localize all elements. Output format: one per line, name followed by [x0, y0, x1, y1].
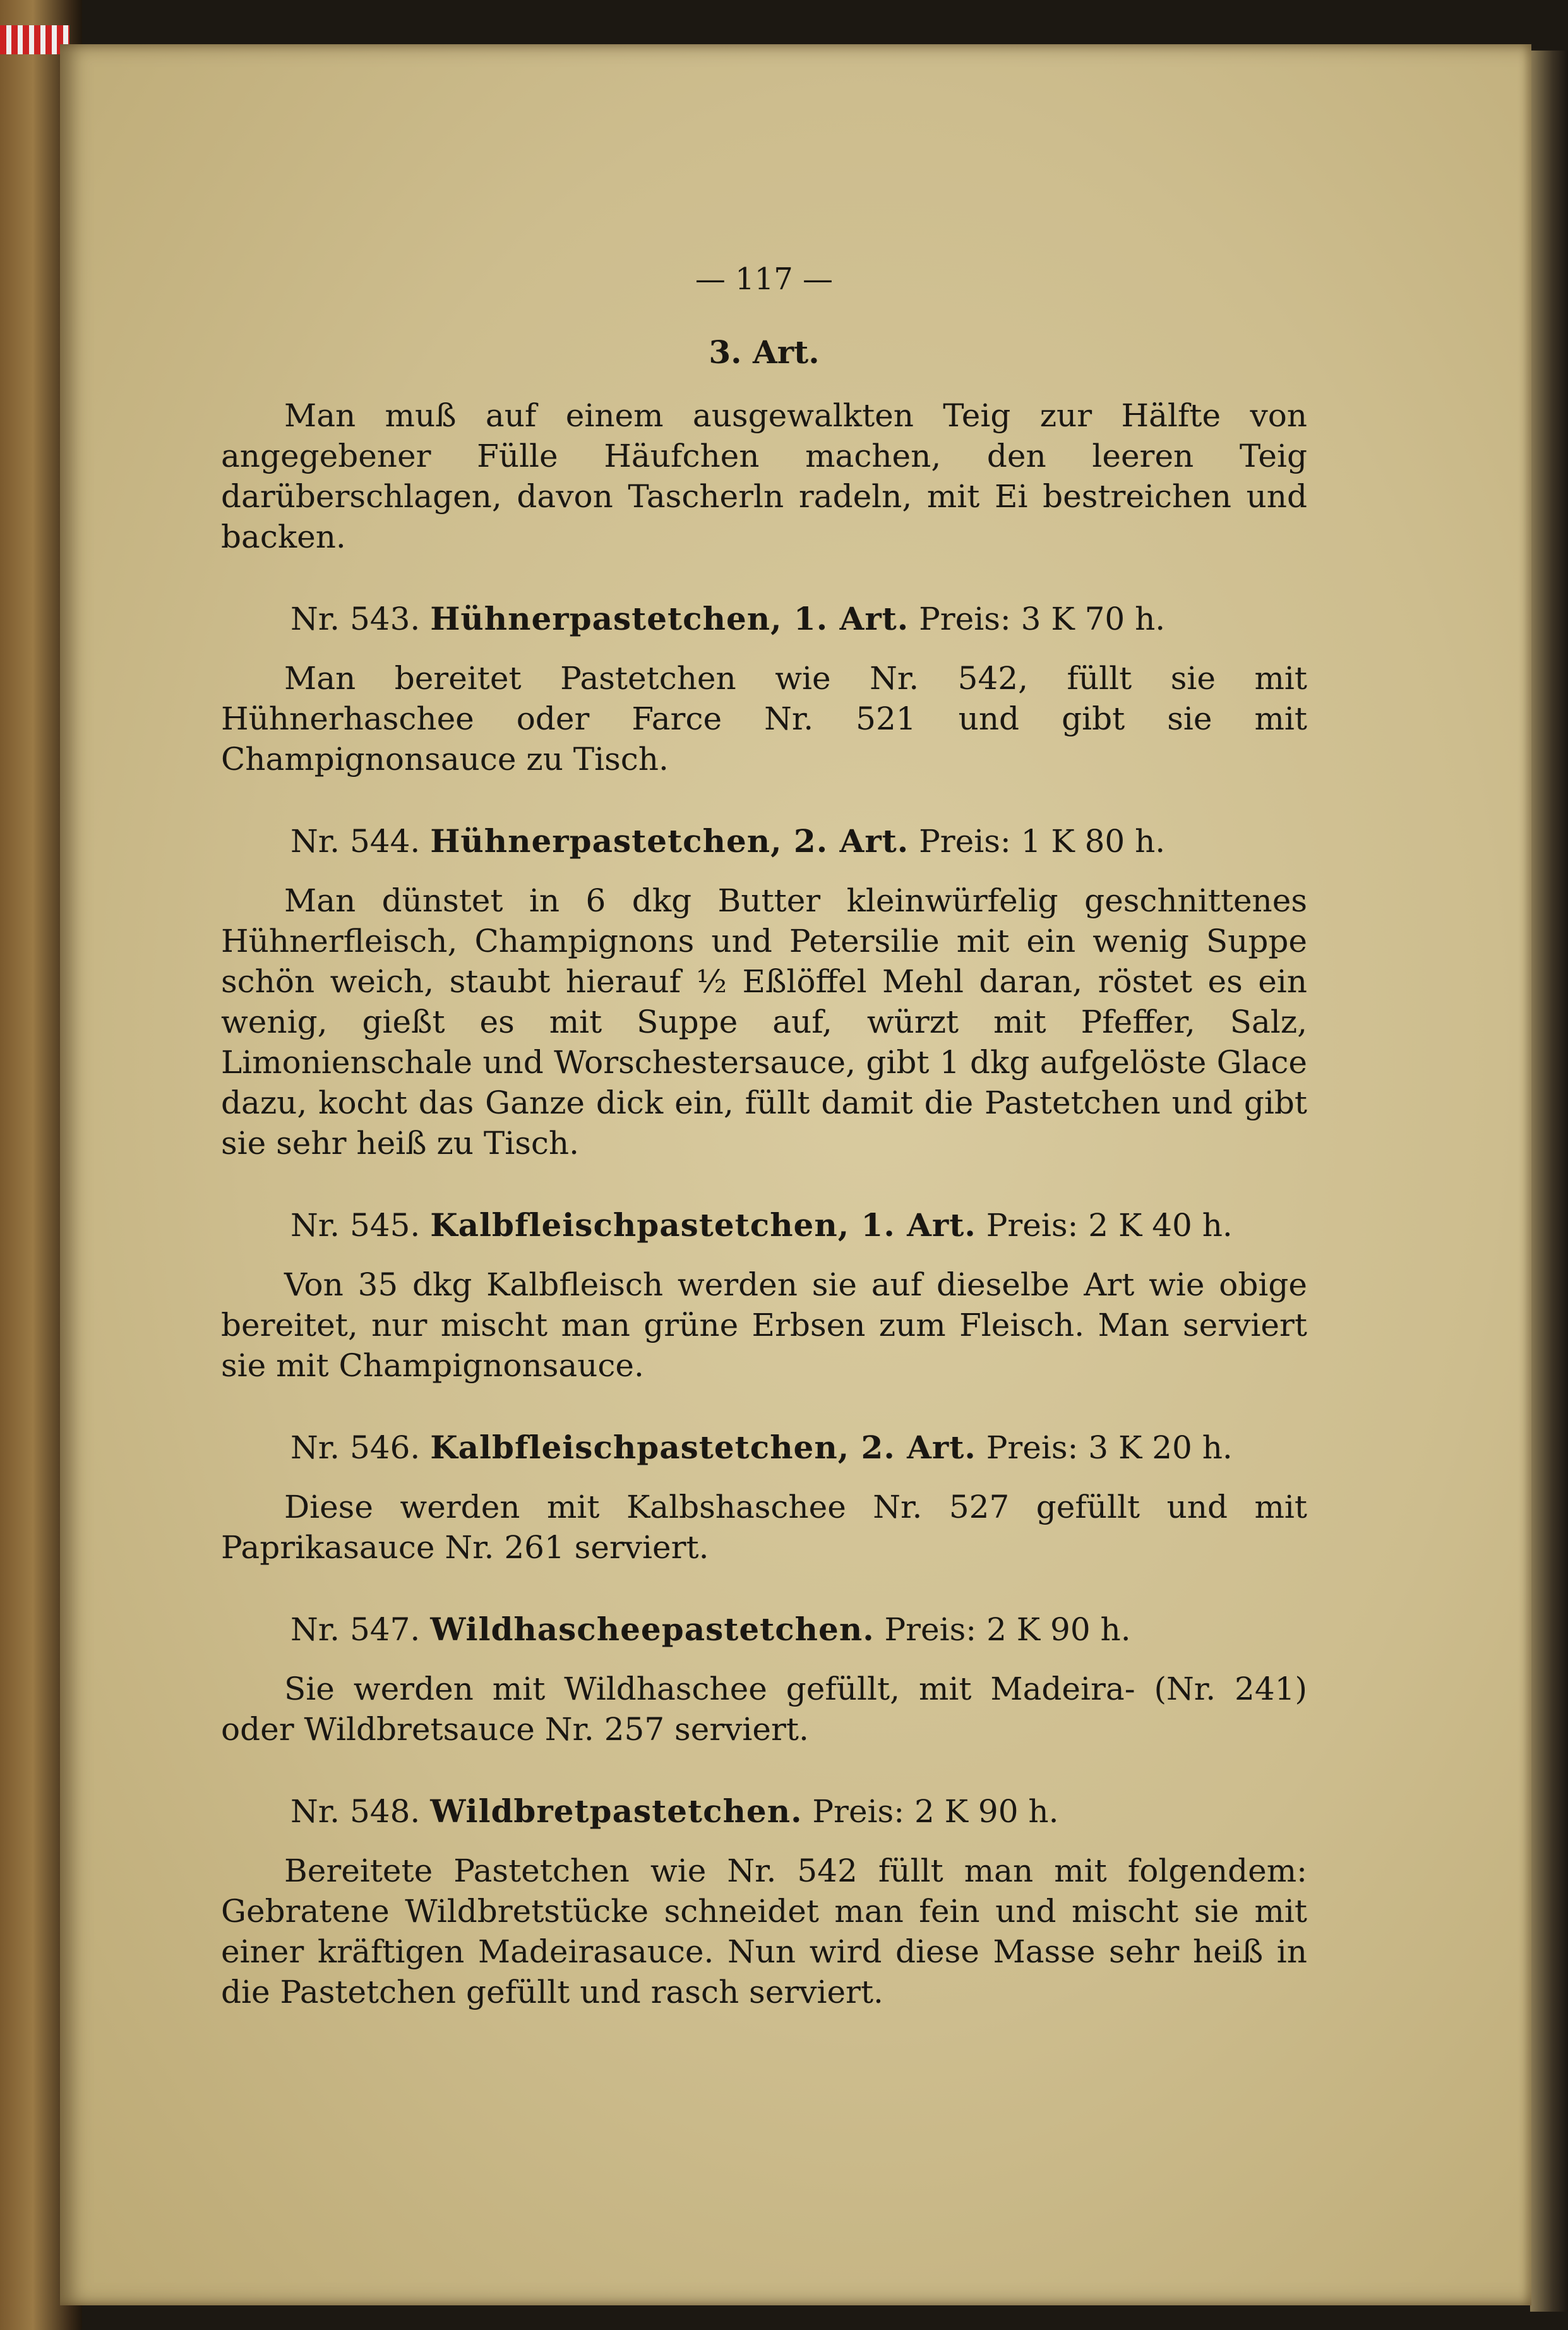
price: 2 K 90 h. — [986, 1611, 1131, 1648]
recipe-number: Nr. 546. — [290, 1429, 421, 1466]
recipe-entry — [221, 599, 1307, 779]
recipe-name: Wildhascheepastetchen. — [430, 1611, 875, 1648]
bookmark-ribbon — [0, 25, 69, 54]
page-number: — 117 — — [695, 261, 834, 297]
price-label: Preis: — [919, 601, 1011, 637]
recipe-title — [221, 1609, 1307, 1650]
price-label: Preis: — [986, 1207, 1079, 1244]
recipe-number: Nr. 544. — [290, 823, 421, 860]
recipe-text: Sie werden mit Wildhaschee gefüllt, mit Madeira- (Nr. 241) oder Wildbretsauce Nr. 257 serviert. — [221, 1671, 1307, 1748]
price-label: Preis: — [812, 1793, 905, 1830]
recipe-entry — [221, 1609, 1307, 1750]
recipe-text: Bereitete Pastetchen wie Nr. 542 füllt man mit folgendem: Gebratene Wildbretstücke schneidet man fein und mischt sie mit einer kräftigen Madeirasauce. Nun wird diese Masse sehr heiß in die Pastetchen gefüllt und rasch serviert. — [221, 1853, 1307, 2010]
recipe-title — [221, 1427, 1307, 1468]
recipe-entry — [221, 821, 1307, 1163]
recipe-entry — [221, 1791, 1307, 2012]
recipe-number: Nr. 547. — [290, 1611, 421, 1648]
price: 3 K 70 h. — [1020, 601, 1166, 637]
page-text — [221, 259, 1307, 2012]
recipe-title — [221, 1205, 1307, 1246]
recipe-name: Hühnerpastetchen, 2. Art. — [430, 822, 909, 860]
recipe-number: Nr. 545. — [290, 1207, 421, 1244]
recipe-title — [221, 599, 1307, 639]
recipe-entry — [221, 1427, 1307, 1568]
recipe-name: Kalbfleischpastetchen, 1. Art. — [430, 1206, 976, 1244]
recipe-text: Man bereitet Pastetchen wie Nr. 542, füllt sie mit Hühnerhaschee oder Farce Nr. 521 und gibt sie mit Champignonsauce zu Tisch. — [221, 660, 1307, 778]
price: 2 K 40 h. — [1088, 1207, 1233, 1244]
recipe-number: Nr. 548. — [290, 1793, 421, 1830]
recipe-name: Hühnerpastetchen, 1. Art. — [430, 600, 909, 637]
recipe-title — [221, 821, 1307, 862]
section-heading: 3. Art. — [709, 333, 820, 371]
recipe-text: Diese werden mit Kalbshaschee Nr. 527 gefüllt und mit Paprikasauce Nr. 261 serviert. — [221, 1489, 1307, 1566]
recipe-title — [221, 1791, 1307, 1832]
page-edge — [1530, 51, 1568, 2312]
recipe-name: Kalbfleischpastetchen, 2. Art. — [430, 1429, 976, 1466]
price: 3 K 20 h. — [1088, 1429, 1233, 1466]
price-label: Preis: — [986, 1429, 1079, 1466]
recipe-entry — [221, 1205, 1307, 1386]
price-label: Preis: — [919, 823, 1011, 860]
recipe-text: Man dünstet in 6 dkg Butter kleinwürfelig geschnittenes Hühnerfleisch, Champignons und Petersilie mit ein wenig Suppe schön weich, staubt hierauf ½ Eßlöffel Mehl daran, röstet es ein wenig, gießt es mit Suppe auf, würzt mit Pfeffer, Salz, Limonienschale und Worschestersauce, gibt 1 dkg aufgelöste Glace dazu, kocht das Ganze dick ein, füllt damit die Pastetchen und gibt sie sehr heiß zu Tisch. — [221, 882, 1307, 1162]
intro-paragraph: Man muß auf einem ausgewalkten Teig zur Hälfte von angegebener Fülle Häufchen machen, den leeren Teig darüberschlagen, davon Tascherln radeln, mit Ei bestreichen und backen. — [221, 397, 1307, 555]
recipe-name: Wildbretpastetchen. — [430, 1793, 803, 1830]
recipe-text: Von 35 dkg Kalbfleisch werden sie auf dieselbe Art wie obige bereitet, nur mischt man grüne Erbsen zum Fleisch. Man serviert sie mit Champignonsauce. — [221, 1266, 1307, 1384]
price: 1 K 80 h. — [1020, 823, 1166, 860]
price: 2 K 90 h. — [914, 1793, 1059, 1830]
recipe-number: Nr. 543. — [290, 601, 421, 637]
price-label: Preis: — [884, 1611, 977, 1648]
